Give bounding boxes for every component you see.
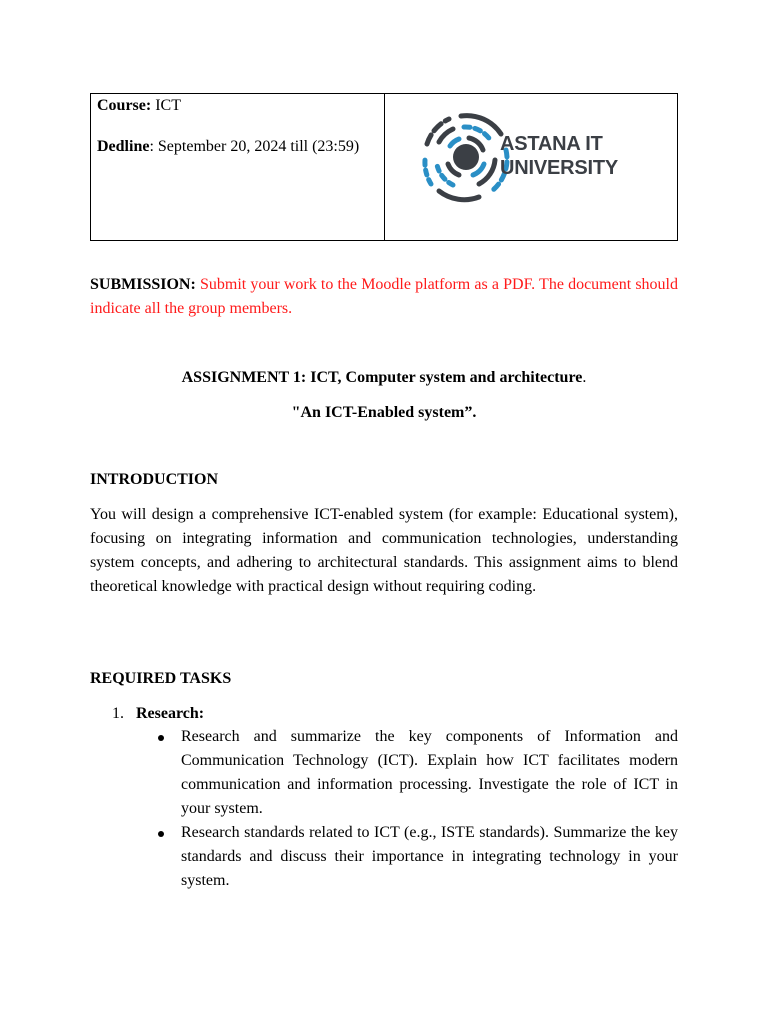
task-item bbox=[112, 703, 678, 725]
assignment-title bbox=[90, 367, 678, 389]
assignment-title-text: ASSIGNMENT 1: ICT, Computer system and architecture bbox=[181, 369, 583, 386]
deadline-value: : September 20, 2024 till (23:59) bbox=[149, 138, 360, 155]
task-title: Research: bbox=[136, 705, 205, 722]
task-number: 1. bbox=[112, 705, 124, 722]
assignment-subtitle: "An ICT-Enabled system”. bbox=[291, 404, 477, 421]
submission-paragraph bbox=[90, 273, 678, 321]
bullet-item bbox=[181, 725, 678, 821]
bullet-icon bbox=[158, 831, 164, 837]
assignment-title-period: . bbox=[582, 369, 587, 386]
required-tasks-heading: REQUIRED TASKS bbox=[90, 670, 232, 687]
logo-line2: UNIVERSITY bbox=[500, 157, 619, 179]
introduction-heading: INTRODUCTION bbox=[90, 471, 219, 488]
deadline-label: Dedline bbox=[97, 138, 150, 155]
submission-label: SUBMISSION: bbox=[90, 276, 196, 293]
logo-text bbox=[500, 132, 618, 180]
bullet-text: Research and summarize the key components of Information and Communication Technology (ICT). Explain how ICT facilitates modern communication and information processing. Investigate the role of ICT in your system. bbox=[181, 728, 678, 817]
header-table bbox=[90, 93, 678, 241]
course-line bbox=[97, 96, 378, 116]
bullet-item bbox=[181, 821, 678, 893]
introduction-text: You will design a comprehensive ICT-enabled system (for example: Educational system), focusing on integrating information and communication technologies, understanding system concepts, and adhering to architectural standards. This assignment aims to blend theoretical knowledge with practical design without requiring coding. bbox=[90, 506, 678, 595]
submission-text: Submit your work to the Moodle platform as a PDF. The document should indicate all the group members. bbox=[90, 276, 678, 317]
course-label: Course: bbox=[97, 97, 152, 114]
bullet-text: Research standards related to ICT (e.g., ISTE standards). Summarize the key standards and discuss their importance in integrating technology in your system. bbox=[181, 824, 678, 889]
task-bullet-list bbox=[181, 725, 678, 893]
deadline-line bbox=[97, 137, 378, 157]
course-info-cell bbox=[91, 94, 385, 240]
logo-line1: ASTANA IT bbox=[500, 133, 603, 155]
logo-cell bbox=[385, 94, 677, 240]
course-value: ICT bbox=[151, 97, 181, 114]
bullet-icon bbox=[158, 735, 164, 741]
